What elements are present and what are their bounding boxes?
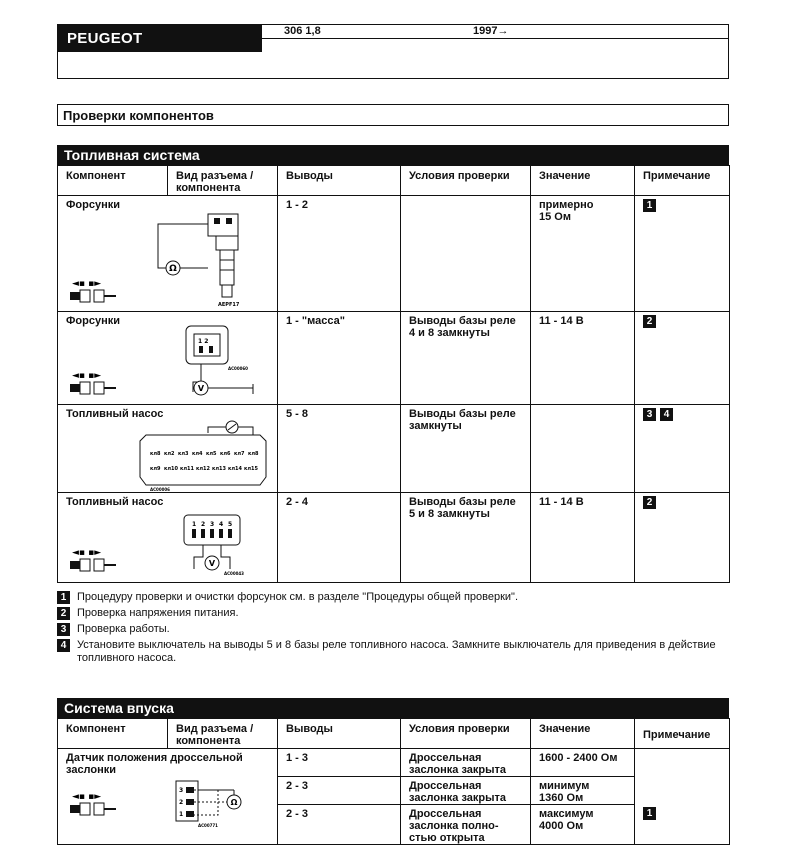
- note-cell: [635, 405, 730, 493]
- col-note: Примечание: [635, 166, 730, 196]
- diagram-code: AEPF17: [218, 302, 240, 308]
- note-badge: 2: [643, 315, 656, 328]
- footnote-text: Проверка работы.: [77, 623, 170, 635]
- pump-5pin-diagram: [58, 493, 278, 583]
- header-divider: [262, 38, 729, 39]
- value-cell: 11 - 14 В: [531, 493, 635, 583]
- svg-text:1: 1: [179, 811, 184, 818]
- svg-text:◄▪ ▪►: ◄▪ ▪►: [72, 548, 102, 558]
- svg-text:кл2: кл2: [164, 451, 175, 457]
- brand-label: PEUGEOT: [57, 24, 262, 52]
- svg-text:кл15: кл15: [244, 466, 259, 472]
- svg-text:кл6: кл6: [220, 451, 231, 457]
- value-cell: минимум 1360 Ом: [531, 777, 635, 805]
- svg-text:◄▪ ▪►: ◄▪ ▪►: [72, 792, 102, 802]
- svg-text:кл3: кл3: [178, 451, 189, 457]
- svg-text:кл13: кл13: [212, 466, 227, 472]
- svg-text:кл14: кл14: [228, 466, 243, 472]
- year-label: 1997→: [473, 25, 509, 37]
- svg-text:кл4: кл4: [192, 451, 203, 457]
- col-connector: Вид разъема / компонента: [168, 166, 278, 196]
- svg-text:2: 2: [201, 521, 206, 528]
- svg-text:2: 2: [179, 799, 184, 806]
- svg-text:V: V: [208, 559, 216, 568]
- volt-symbol: V: [197, 384, 205, 393]
- pump-connector-diagram: [58, 405, 278, 493]
- note-badge: 2: [643, 496, 656, 509]
- model-label: 306 1,8: [284, 25, 321, 37]
- col-conditions: Условия проверки: [401, 166, 531, 196]
- svg-text:1 2: 1 2: [198, 338, 209, 345]
- intake-table: [57, 718, 730, 845]
- value-cell: [531, 405, 635, 493]
- injector-diagram: [58, 196, 278, 312]
- pins-cell: 2 - 3: [278, 777, 401, 805]
- svg-text:1: 1: [192, 521, 197, 528]
- footnote-text: Проверка напряжения питания.: [77, 607, 239, 619]
- pins-cell: 1 - 3: [278, 749, 401, 777]
- svg-text:кл8: кл8: [150, 451, 161, 457]
- component-name: Топливный насос: [66, 408, 164, 420]
- note-badge: 3: [643, 408, 656, 421]
- component-cell: [58, 749, 278, 845]
- tps-diagram: [58, 749, 278, 845]
- col-value: Значение: [531, 719, 635, 749]
- conditions-cell: [401, 196, 531, 312]
- footnote-number: 2: [57, 607, 70, 620]
- col-conditions: Условия проверки: [401, 719, 531, 749]
- component-cell: [58, 312, 278, 405]
- note-cell: [635, 312, 730, 405]
- svg-text:кл7: кл7: [234, 451, 245, 457]
- table-row: [58, 405, 730, 493]
- conditions-cell: Выводы базы реле замкнуты: [401, 405, 531, 493]
- footnote-number: 1: [57, 591, 70, 604]
- section-title: Проверки компонентов: [57, 104, 729, 126]
- value-cell: 11 - 14 В: [531, 312, 635, 405]
- fuel-table-title: Топливная система: [57, 145, 729, 165]
- ohm-symbol: Ω: [169, 264, 177, 274]
- svg-text:AC00771: AC00771: [198, 823, 218, 828]
- footnote-number: 4: [57, 639, 70, 652]
- component-name: Топливный насос: [66, 496, 164, 508]
- col-value: Значение: [531, 166, 635, 196]
- svg-text:◄▪ ▪►: ◄▪ ▪►: [72, 371, 102, 381]
- footnote-text: Установите выключатель на выводы 5 и 8 базы реле топливного насоса. Замкните выключатель для приведения в действие топливного насоса.: [77, 639, 716, 664]
- svg-text:кл10: кл10: [164, 466, 179, 472]
- pins-cell: 1 - 2: [278, 196, 401, 312]
- footnote-number: 3: [57, 623, 70, 636]
- conditions-cell: Дроссельная заслонка полно-стью открыта: [401, 805, 531, 845]
- pins-cell: 5 - 8: [278, 405, 401, 493]
- conditions-cell: Дроссельная заслонка закрыта: [401, 777, 531, 805]
- component-name: Датчик положения дроссельной заслонки: [66, 752, 243, 776]
- col-pins: Выводы: [278, 166, 401, 196]
- svg-text:кл8: кл8: [248, 451, 259, 457]
- fuel-table-header: [58, 166, 730, 196]
- value-cell: 1600 - 2400 Ом: [531, 749, 635, 777]
- svg-text:AC00060: AC00060: [228, 366, 248, 371]
- svg-text:◄▪ ▪►: ◄▪ ▪►: [72, 279, 102, 289]
- col-pins: Выводы: [278, 719, 401, 749]
- svg-text:3: 3: [179, 787, 184, 794]
- connector-diagram: [58, 312, 278, 405]
- value-cell: максимум 4000 Ом: [531, 805, 635, 845]
- intake-table-block: [57, 698, 729, 845]
- note-badge: 1: [643, 807, 656, 820]
- svg-text:AC00006: AC00006: [150, 487, 170, 492]
- pins-cell: 2 - 4: [278, 493, 401, 583]
- note-badge: 4: [660, 408, 673, 421]
- svg-text:кл12: кл12: [196, 466, 211, 472]
- intake-table-title: Система впуска: [57, 698, 729, 718]
- svg-text:кл5: кл5: [206, 451, 217, 457]
- component-name: Форсунки: [66, 199, 120, 211]
- svg-text:кл9: кл9: [150, 466, 161, 472]
- col-note: Примечание: [635, 719, 730, 749]
- fuel-table: [57, 165, 730, 583]
- svg-text:Ω: Ω: [230, 798, 238, 807]
- svg-text:кл11: кл11: [180, 466, 195, 472]
- component-cell: [58, 493, 278, 583]
- table-row: [58, 312, 730, 405]
- col-connector: Вид разъема / компонента: [168, 719, 278, 749]
- component-name: Форсунки: [66, 315, 120, 327]
- svg-text:4: 4: [219, 521, 224, 528]
- note-cell: [635, 749, 730, 845]
- conditions-cell: Выводы базы реле 5 и 8 замкнуты: [401, 493, 531, 583]
- component-cell: [58, 196, 278, 312]
- component-cell: [58, 405, 278, 493]
- note-badge: 1: [643, 199, 656, 212]
- value-cell: примерно 15 Ом: [531, 196, 635, 312]
- footnote-text: Процедуру проверки и очистки форсунок см. в разделе "Процедуры общей проверки".: [77, 591, 519, 603]
- pins-cell: 1 - "масса": [278, 312, 401, 405]
- intake-table-header: [58, 719, 730, 749]
- fuel-table-block: [57, 145, 729, 583]
- svg-text:3: 3: [210, 521, 215, 528]
- col-component: Компонент: [58, 719, 168, 749]
- note-cell: [635, 196, 730, 312]
- svg-text:AC00043: AC00043: [224, 571, 244, 576]
- col-component: Компонент: [58, 166, 168, 196]
- table-row: [58, 196, 730, 312]
- table-row: [58, 749, 730, 777]
- pins-cell: 2 - 3: [278, 805, 401, 845]
- conditions-cell: Выводы базы реле 4 и 8 замкнуты: [401, 312, 531, 405]
- note-cell: [635, 493, 730, 583]
- conditions-cell: Дроссельная заслонка закрыта: [401, 749, 531, 777]
- svg-text:5: 5: [228, 521, 233, 528]
- table-row: [58, 493, 730, 583]
